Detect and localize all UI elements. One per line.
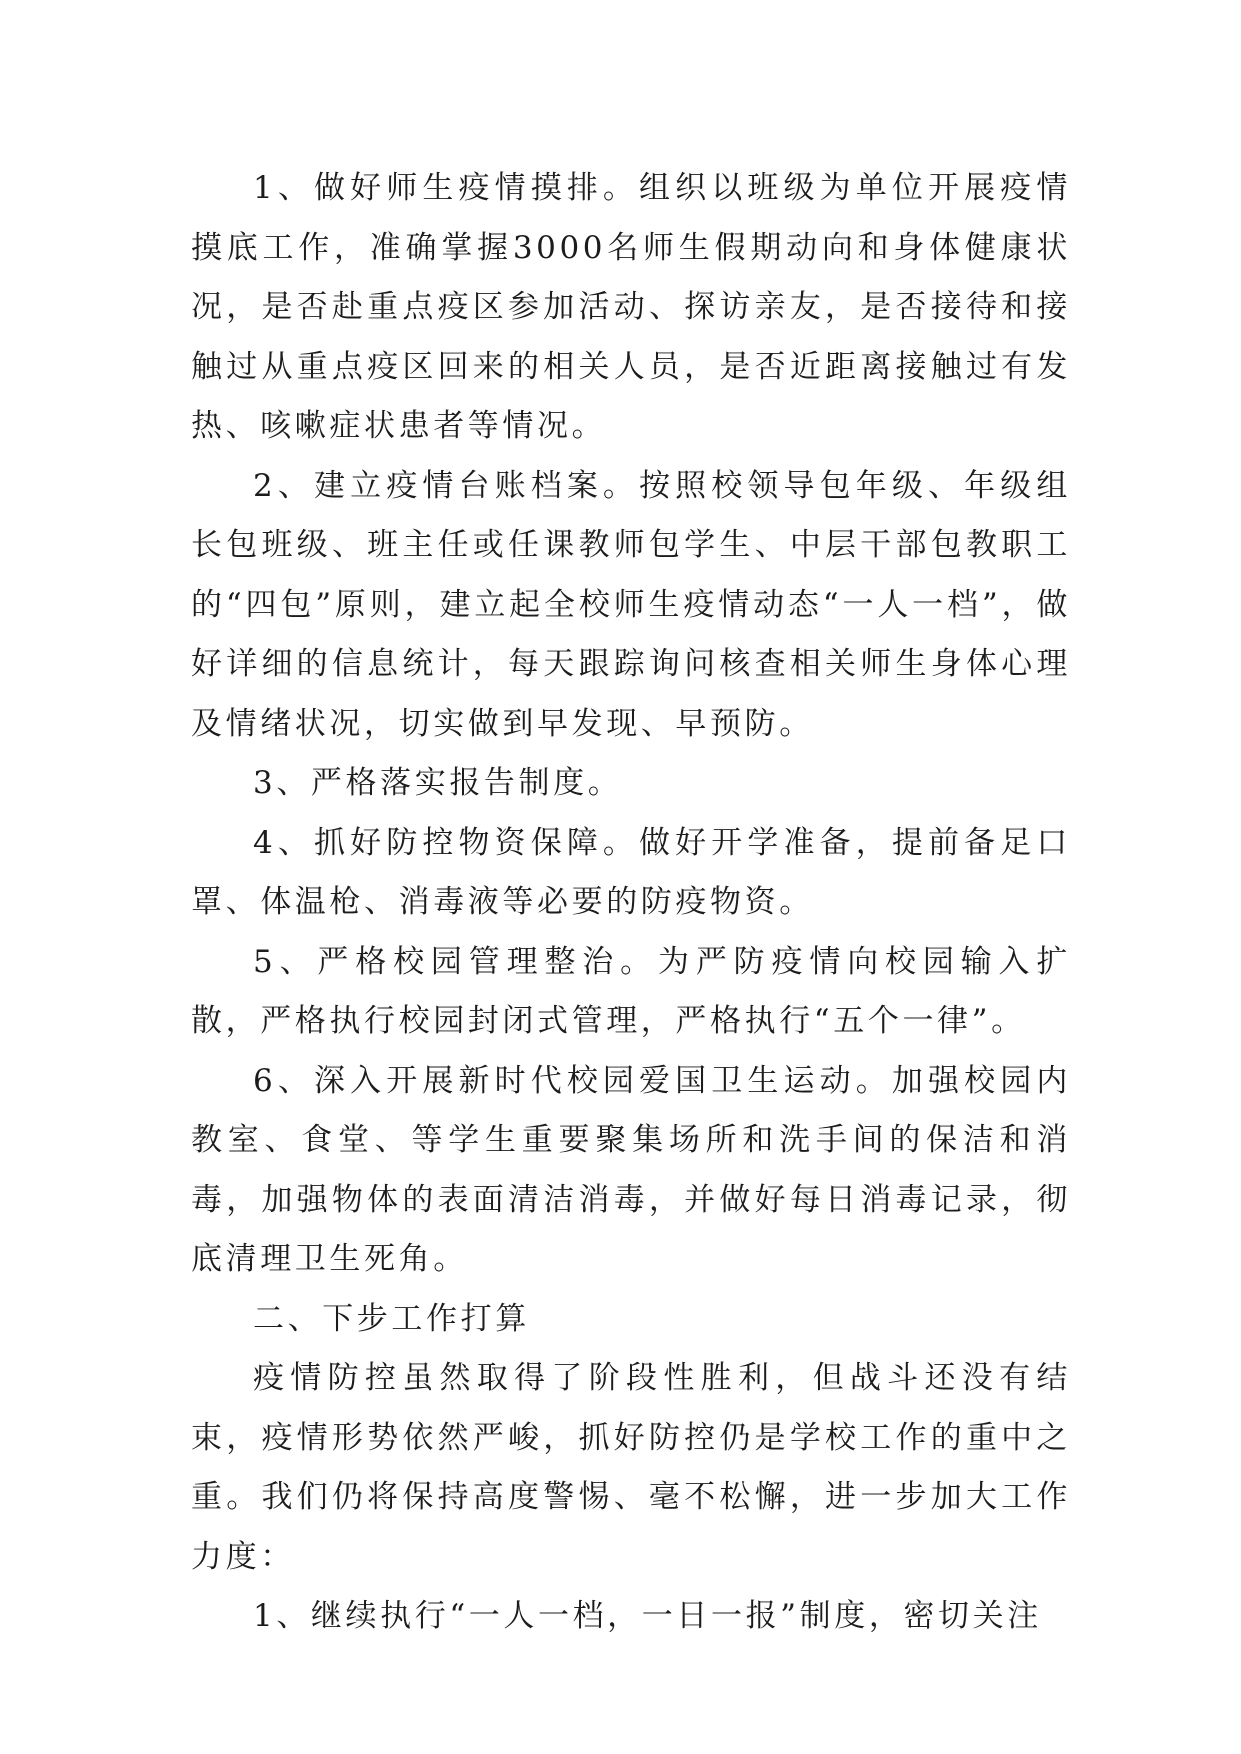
paragraph-next-steps-item-1: 1、继续执行“一人一档，一日一报”制度，密切关注 [253,1598,1042,1634]
paragraph-item-5-campus-management: 5、严格校园管理整治。为严防疫情向校园输入扩散，严格执行校园封闭式管理，严格执行“五个一律”。 [191,943,1071,1039]
document-body [191,159,1071,1647]
paragraph-item-6-sanitation: 6、深入开展新时代校园爱国卫生运动。加强校园内教室、食堂、等学生重要聚集场所和洗手间的保洁和消毒，加强物体的表面清洁消毒，并做好每日消毒记录，彻底清理卫生死角。 [191,1062,1071,1277]
paragraph-item-3-reporting-system: 3、严格落实报告制度。 [253,765,623,801]
paragraph-next-steps-intro: 疫情防控虽然取得了阶段性胜利，但战斗还没有结束，疫情形势依然严峻，抓好防控仍是学校工作的重中之重。我们仍将保持高度警惕、毫不松懈，进一步加大工作力度： [191,1360,1071,1575]
section-heading-next-steps: 二、下步工作打算 [253,1300,530,1337]
paragraph-item-1-student-screening: 1、做好师生疫情摸排。组织以班级为单位开展疫情摸底工作，准确掌握3000名师生假期动向和身体健康状况，是否赴重点疫区参加活动、探访亲友，是否接待和接触过从重点疫区回来的相关人员，是否近距离接触过有发热、咳嗽症状患者等情况。 [191,170,1071,444]
paragraph-item-4-supplies: 4、抓好防控物资保障。做好开学准备，提前备足口罩、体温枪、消毒液等必要的防疫物资。 [191,824,1071,920]
paragraph-item-2-epidemic-records: 2、建立疫情台账档案。按照校领导包年级、年级组长包班级、班主任或任课教师包学生、中层干部包教职工的“四包”原则，建立起全校师生疫情动态“一人一档”，做好详细的信息统计，每天跟踪询问核查相关师生身体心理及情绪状况，切实做到早发现、早预防。 [191,467,1071,742]
